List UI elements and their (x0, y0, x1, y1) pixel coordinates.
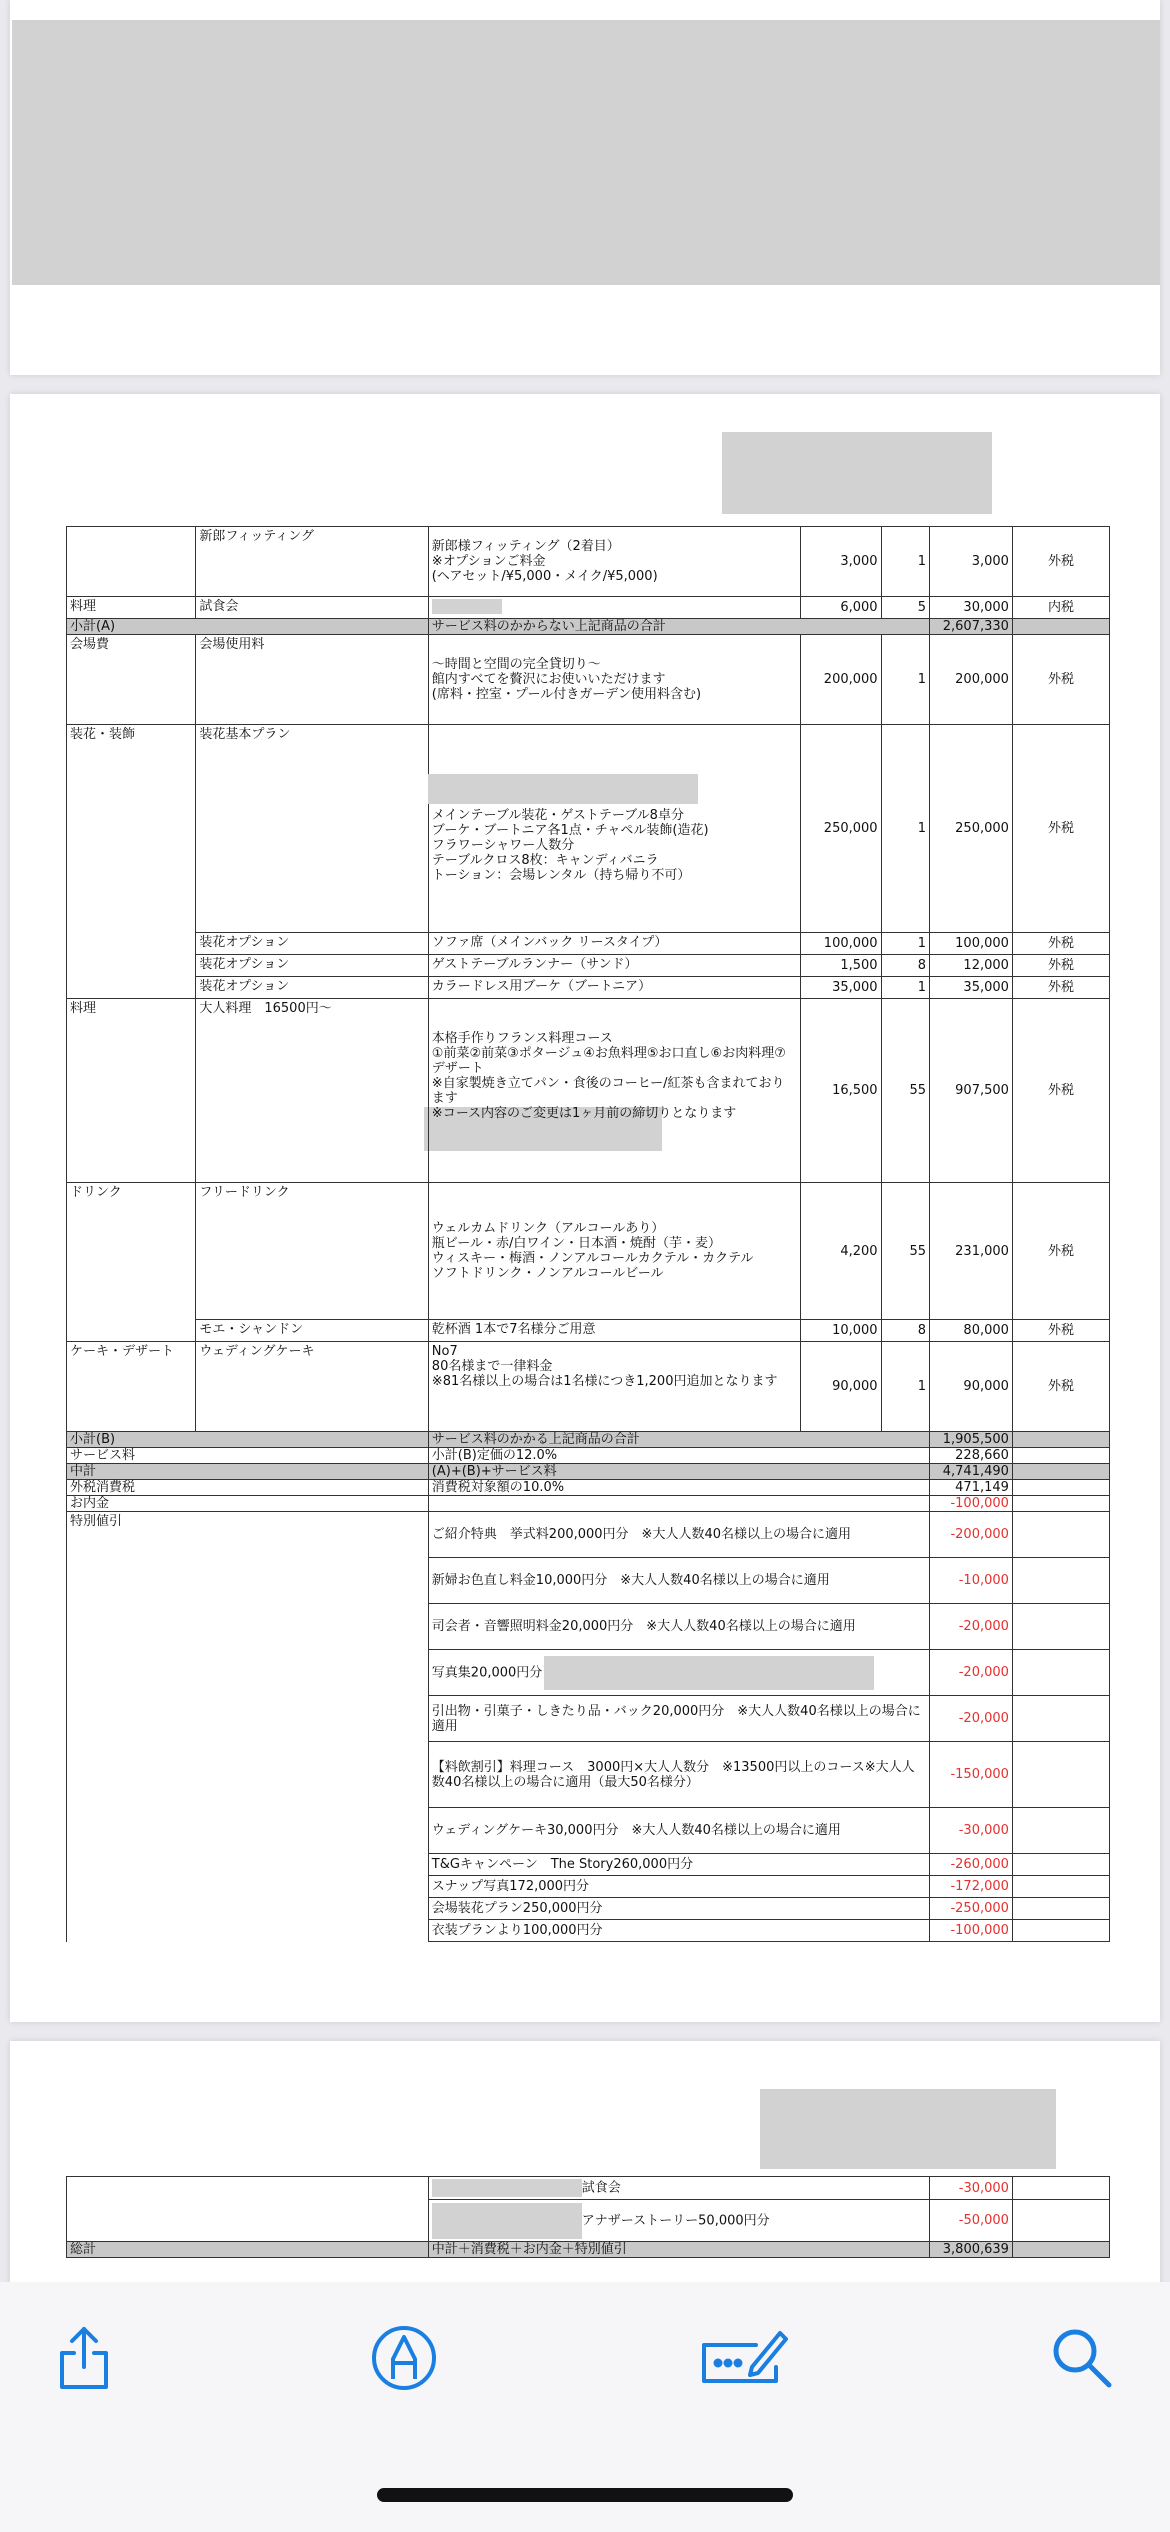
amount-cell: 80,000 (930, 1320, 1013, 1342)
unit-price-cell: 16,500 (800, 999, 881, 1183)
service-amount: 228,660 (930, 1448, 1013, 1464)
table-row (67, 725, 1110, 933)
quantity-cell: 1 (881, 527, 930, 597)
fill-and-sign-button[interactable] (694, 2318, 794, 2398)
discount-description: 試食会 (428, 2177, 929, 2200)
table-row (67, 527, 1110, 597)
discount-amount: -30,000 (930, 1808, 1013, 1854)
empty-cell (1012, 1898, 1109, 1920)
table-row (67, 635, 1110, 725)
category-cell (67, 955, 196, 977)
middle-total-label: 中計 (67, 1464, 429, 1480)
tax-cell: 外税 (1012, 1183, 1109, 1320)
empty-cell (1012, 1876, 1109, 1898)
amount-cell: 90,000 (930, 1342, 1013, 1432)
discount-description: ご紹介特典 挙式料200,000円分 ※大人人数40名様以上の場合に適用 (428, 1512, 929, 1558)
subtotal-amount: 1,905,500 (930, 1432, 1013, 1448)
empty-cell (1012, 1512, 1109, 1558)
deposit-label: お内金 (67, 1496, 429, 1512)
discount-amount: -200,000 (930, 1512, 1013, 1558)
amount-cell: 200,000 (930, 635, 1013, 725)
subtotal-a-row (67, 619, 1110, 635)
discount-description: 新婦お色直し料金10,000円分 ※大人人数40名様以上の場合に適用 (428, 1558, 929, 1604)
unit-price-cell: 35,000 (800, 977, 881, 999)
category-cell: 料理 (67, 999, 196, 1183)
discount-description: 会場装花プラン250,000円分 (428, 1898, 929, 1920)
document-page-2 (10, 394, 1160, 2022)
quantity-cell: 1 (881, 635, 930, 725)
deposit-description (428, 1496, 929, 1512)
category-cell: ケーキ・デザート (67, 1342, 196, 1432)
tax-row (67, 1480, 1110, 1496)
search-icon (1047, 2323, 1117, 2393)
item-cell: 会場使用料 (196, 635, 428, 725)
discount-description: T&Gキャンペーン The Story260,000円分 (428, 1854, 929, 1876)
empty-cell (1012, 1432, 1109, 1448)
deposit-amount: -100,000 (930, 1496, 1013, 1512)
quantity-cell: 1 (881, 1342, 930, 1432)
estimate-table (66, 526, 1110, 1942)
service-charge-row (67, 1448, 1110, 1464)
empty-cell (1012, 1464, 1109, 1480)
amount-cell: 3,000 (930, 527, 1013, 597)
discount-amount: -172,000 (930, 1876, 1013, 1898)
empty-cell (1012, 1854, 1109, 1876)
empty-cell (1012, 1650, 1109, 1696)
subtotal-amount: 2,607,330 (930, 619, 1013, 635)
empty-cell (1012, 2200, 1109, 2242)
unit-price-cell: 6,000 (800, 597, 881, 619)
unit-price-cell: 10,000 (800, 1320, 881, 1342)
table-row (67, 1320, 1110, 1342)
tax-cell: 外税 (1012, 933, 1109, 955)
redacted-text (428, 774, 698, 804)
unit-price-cell: 100,000 (800, 933, 881, 955)
service-description: 小計(B)定価の12.0% (428, 1448, 929, 1464)
category-cell (67, 977, 196, 999)
empty-cell (1012, 1696, 1109, 1742)
description-cell: ウェルカムドリンク（アルコールあり） 瓶ビール・赤/白ワイン・日本酒・焼酎（芋・麦） ウィスキー・梅酒・ノンアルコールカクテル・カクテル ソフトドリンク・ノンアルコールビール (428, 1183, 800, 1320)
document-page-3 (10, 2041, 1160, 2301)
discount-description: 司会者・音響照明料金20,000円分 ※大人人数40名様以上の場合に適用 (428, 1604, 929, 1650)
discount-row (67, 2177, 1110, 2200)
discount-description: スナップ写真172,000円分 (428, 1876, 929, 1898)
quantity-cell: 55 (881, 999, 930, 1183)
subtotal-b-row (67, 1432, 1110, 1448)
empty-cell (67, 2177, 429, 2242)
table-row (67, 597, 1110, 619)
unit-price-cell: 1,500 (800, 955, 881, 977)
quantity-cell: 5 (881, 597, 930, 619)
markup-pen-icon (369, 2323, 439, 2393)
tax-cell: 外税 (1012, 1320, 1109, 1342)
amount-cell: 250,000 (930, 725, 1013, 933)
item-cell: フリードリンク (196, 1183, 428, 1320)
empty-cell (1012, 2242, 1109, 2258)
discount-amount: -30,000 (930, 2177, 1013, 2200)
description-cell: メインテーブル装花・ゲストテーブル8卓分 ブーケ・ブートニア各1点・チャペル装飾(造花) フラワーシャワー人数分 テーブルクロス8枚：キャンディバニラ トーション：会場レンタル（持ち帰り不可） (428, 725, 800, 933)
empty-cell (1012, 1448, 1109, 1464)
empty-cell (1012, 619, 1109, 635)
redacted-text (432, 2203, 582, 2239)
description-cell: 乾杯酒 1本で7名様分ご用意 (428, 1320, 800, 1342)
item-cell: 装花オプション (196, 977, 428, 999)
amount-cell: 12,000 (930, 955, 1013, 977)
description-cell: No7 80名様まで一律料金 ※81名様以上の場合は1名様につき1,200円追加となります (428, 1342, 800, 1432)
tax-amount: 471,149 (930, 1480, 1013, 1496)
subtotal-label: 小計(A) (67, 619, 429, 635)
middle-total-description: (A)+(B)+サービス料 (428, 1464, 929, 1480)
table-row (67, 1342, 1110, 1432)
category-cell: 料理 (67, 597, 196, 619)
search-button[interactable] (1042, 2318, 1122, 2398)
unit-price-cell: 200,000 (800, 635, 881, 725)
grand-total-label: 総計 (67, 2242, 429, 2258)
description-cell: ～時間と空間の完全貸切り～ 館内すべてを贅沢にお使いいただけます (席料・控室・プール付きガーデン使用料含む) (428, 635, 800, 725)
empty-cell (1012, 1496, 1109, 1512)
item-cell: 大人料理 16500円～ (196, 999, 428, 1183)
unit-price-cell: 250,000 (800, 725, 881, 933)
discount-amount: -20,000 (930, 1650, 1013, 1696)
description-cell: ソファ席（メインバック リースタイプ） (428, 933, 800, 955)
discount-amount: -250,000 (930, 1898, 1013, 1920)
quantity-cell: 55 (881, 1183, 930, 1320)
tax-cell: 外税 (1012, 977, 1109, 999)
table-row (67, 1183, 1110, 1320)
redacted-text (432, 2179, 582, 2197)
description-cell (428, 597, 800, 619)
tax-cell: 外税 (1012, 999, 1109, 1183)
discount-row (67, 1512, 1110, 1558)
discount-amount: -20,000 (930, 1604, 1013, 1650)
subtotal-label: 小計(B) (67, 1432, 429, 1448)
discount-description: ウェディングケーキ30,000円分 ※大人人数40名様以上の場合に適用 (428, 1808, 929, 1854)
redacted-region (12, 20, 1160, 285)
empty-cell (1012, 1604, 1109, 1650)
empty-cell (1012, 1808, 1109, 1854)
tax-cell: 外税 (1012, 1342, 1109, 1432)
unit-price-cell: 4,200 (800, 1183, 881, 1320)
discount-description: 【料飲割引】料理コース 3000円×大人人数分 ※13500円以上のコース※大人人数40名様以上の場合に適用（最大50名様分） (428, 1742, 929, 1808)
service-label: サービス料 (67, 1448, 429, 1464)
item-cell: ウェディングケーキ (196, 1342, 428, 1432)
redacted-text (432, 599, 502, 614)
empty-cell (1012, 1558, 1109, 1604)
amount-cell: 907,500 (930, 999, 1013, 1183)
discount-amount: -50,000 (930, 2200, 1013, 2242)
tax-cell: 外税 (1012, 955, 1109, 977)
grand-total-row (67, 2242, 1110, 2258)
empty-cell (1012, 2177, 1109, 2200)
redacted-text (544, 1656, 874, 1690)
quantity-cell: 1 (881, 725, 930, 933)
item-cell: 装花オプション (196, 955, 428, 977)
discount-description: 写真集20,000円分 (428, 1650, 929, 1696)
table-row (67, 933, 1110, 955)
subtotal-description: サービス料のかからない上記商品の合計 (428, 619, 929, 635)
subtotal-description: サービス料のかかる上記商品の合計 (428, 1432, 929, 1448)
table-row (67, 955, 1110, 977)
item-cell: 試食会 (196, 597, 428, 619)
deposit-row (67, 1496, 1110, 1512)
discount-description: 衣装プランより100,000円分 (428, 1920, 929, 1942)
discount-amount: -100,000 (930, 1920, 1013, 1942)
amount-cell: 100,000 (930, 933, 1013, 955)
tax-cell: 外税 (1012, 635, 1109, 725)
tax-cell: 外税 (1012, 527, 1109, 597)
empty-cell (1012, 1742, 1109, 1808)
description-cell: カラードレス用ブーケ（ブートニア） (428, 977, 800, 999)
discount-description: 引出物・引菓子・しきたり品・バック20,000円分 ※大人人数40名様以上の場合に適用 (428, 1696, 929, 1742)
redacted-header (760, 2089, 1056, 2169)
amount-cell: 231,000 (930, 1183, 1013, 1320)
grand-total-amount: 3,800,639 (930, 2242, 1013, 2258)
grand-total-description: 中計＋消費税＋お内金＋特別値引 (428, 2242, 929, 2258)
item-cell: 装花基本プラン (196, 725, 428, 933)
estimate-table-continued (66, 2176, 1110, 2258)
middle-total-row (67, 1464, 1110, 1480)
share-icon (52, 2323, 116, 2393)
discount-description: アナザーストーリー50,000円分 (428, 2200, 929, 2242)
category-cell: ドリンク (67, 1183, 196, 1320)
redacted-header (722, 432, 992, 514)
discount-amount: -10,000 (930, 1558, 1013, 1604)
category-cell (67, 933, 196, 955)
signature-icon (696, 2323, 792, 2393)
quantity-cell: 1 (881, 977, 930, 999)
description-cell: 新郎様フィッティング（2着目） ※オプションご料金 (ヘアセット/¥5,000・メイク/¥5,000) (428, 527, 800, 597)
discount-amount: -20,000 (930, 1696, 1013, 1742)
home-indicator[interactable] (377, 2488, 793, 2502)
category-cell (67, 1320, 196, 1342)
category-cell (67, 527, 196, 597)
middle-total-amount: 4,741,490 (930, 1464, 1013, 1480)
tax-cell: 外税 (1012, 725, 1109, 933)
discount-amount: -260,000 (930, 1854, 1013, 1876)
unit-price-cell: 3,000 (800, 527, 881, 597)
tax-label: 外税消費税 (67, 1480, 429, 1496)
description-cell: 本格手作りフランス料理コース ①前菜②前菜③ポタージュ④お魚料理⑤お口直し⑥お肉料理⑦デザート ※自家製焼き立てパン・食後のコーヒー/紅茶も含まれております ※コース内容のご変更は1ヶ月前の締切りとなります (428, 999, 800, 1183)
document-page-1 (10, 0, 1160, 375)
item-cell: 新郎フィッティング (196, 527, 428, 597)
category-cell: 装花・装飾 (67, 725, 196, 933)
unit-price-cell: 90,000 (800, 1342, 881, 1432)
table-row (67, 999, 1110, 1183)
discount-amount: -150,000 (930, 1742, 1013, 1808)
share-button[interactable] (44, 2318, 124, 2398)
empty-cell (1012, 1480, 1109, 1496)
tax-description: 消費税対象額の10.0% (428, 1480, 929, 1496)
table-row (67, 977, 1110, 999)
quantity-cell: 1 (881, 933, 930, 955)
discount-label: 特別値引 (67, 1512, 429, 1942)
quantity-cell: 8 (881, 1320, 930, 1342)
empty-cell (1012, 1920, 1109, 1942)
markup-button[interactable] (364, 2318, 444, 2398)
tax-cell: 内税 (1012, 597, 1109, 619)
description-cell: ゲストテーブルランナー（サンド） (428, 955, 800, 977)
amount-cell: 35,000 (930, 977, 1013, 999)
quantity-cell: 8 (881, 955, 930, 977)
amount-cell: 30,000 (930, 597, 1013, 619)
category-cell: 会場費 (67, 635, 196, 725)
item-cell: モエ・シャンドン (196, 1320, 428, 1342)
item-cell: 装花オプション (196, 933, 428, 955)
